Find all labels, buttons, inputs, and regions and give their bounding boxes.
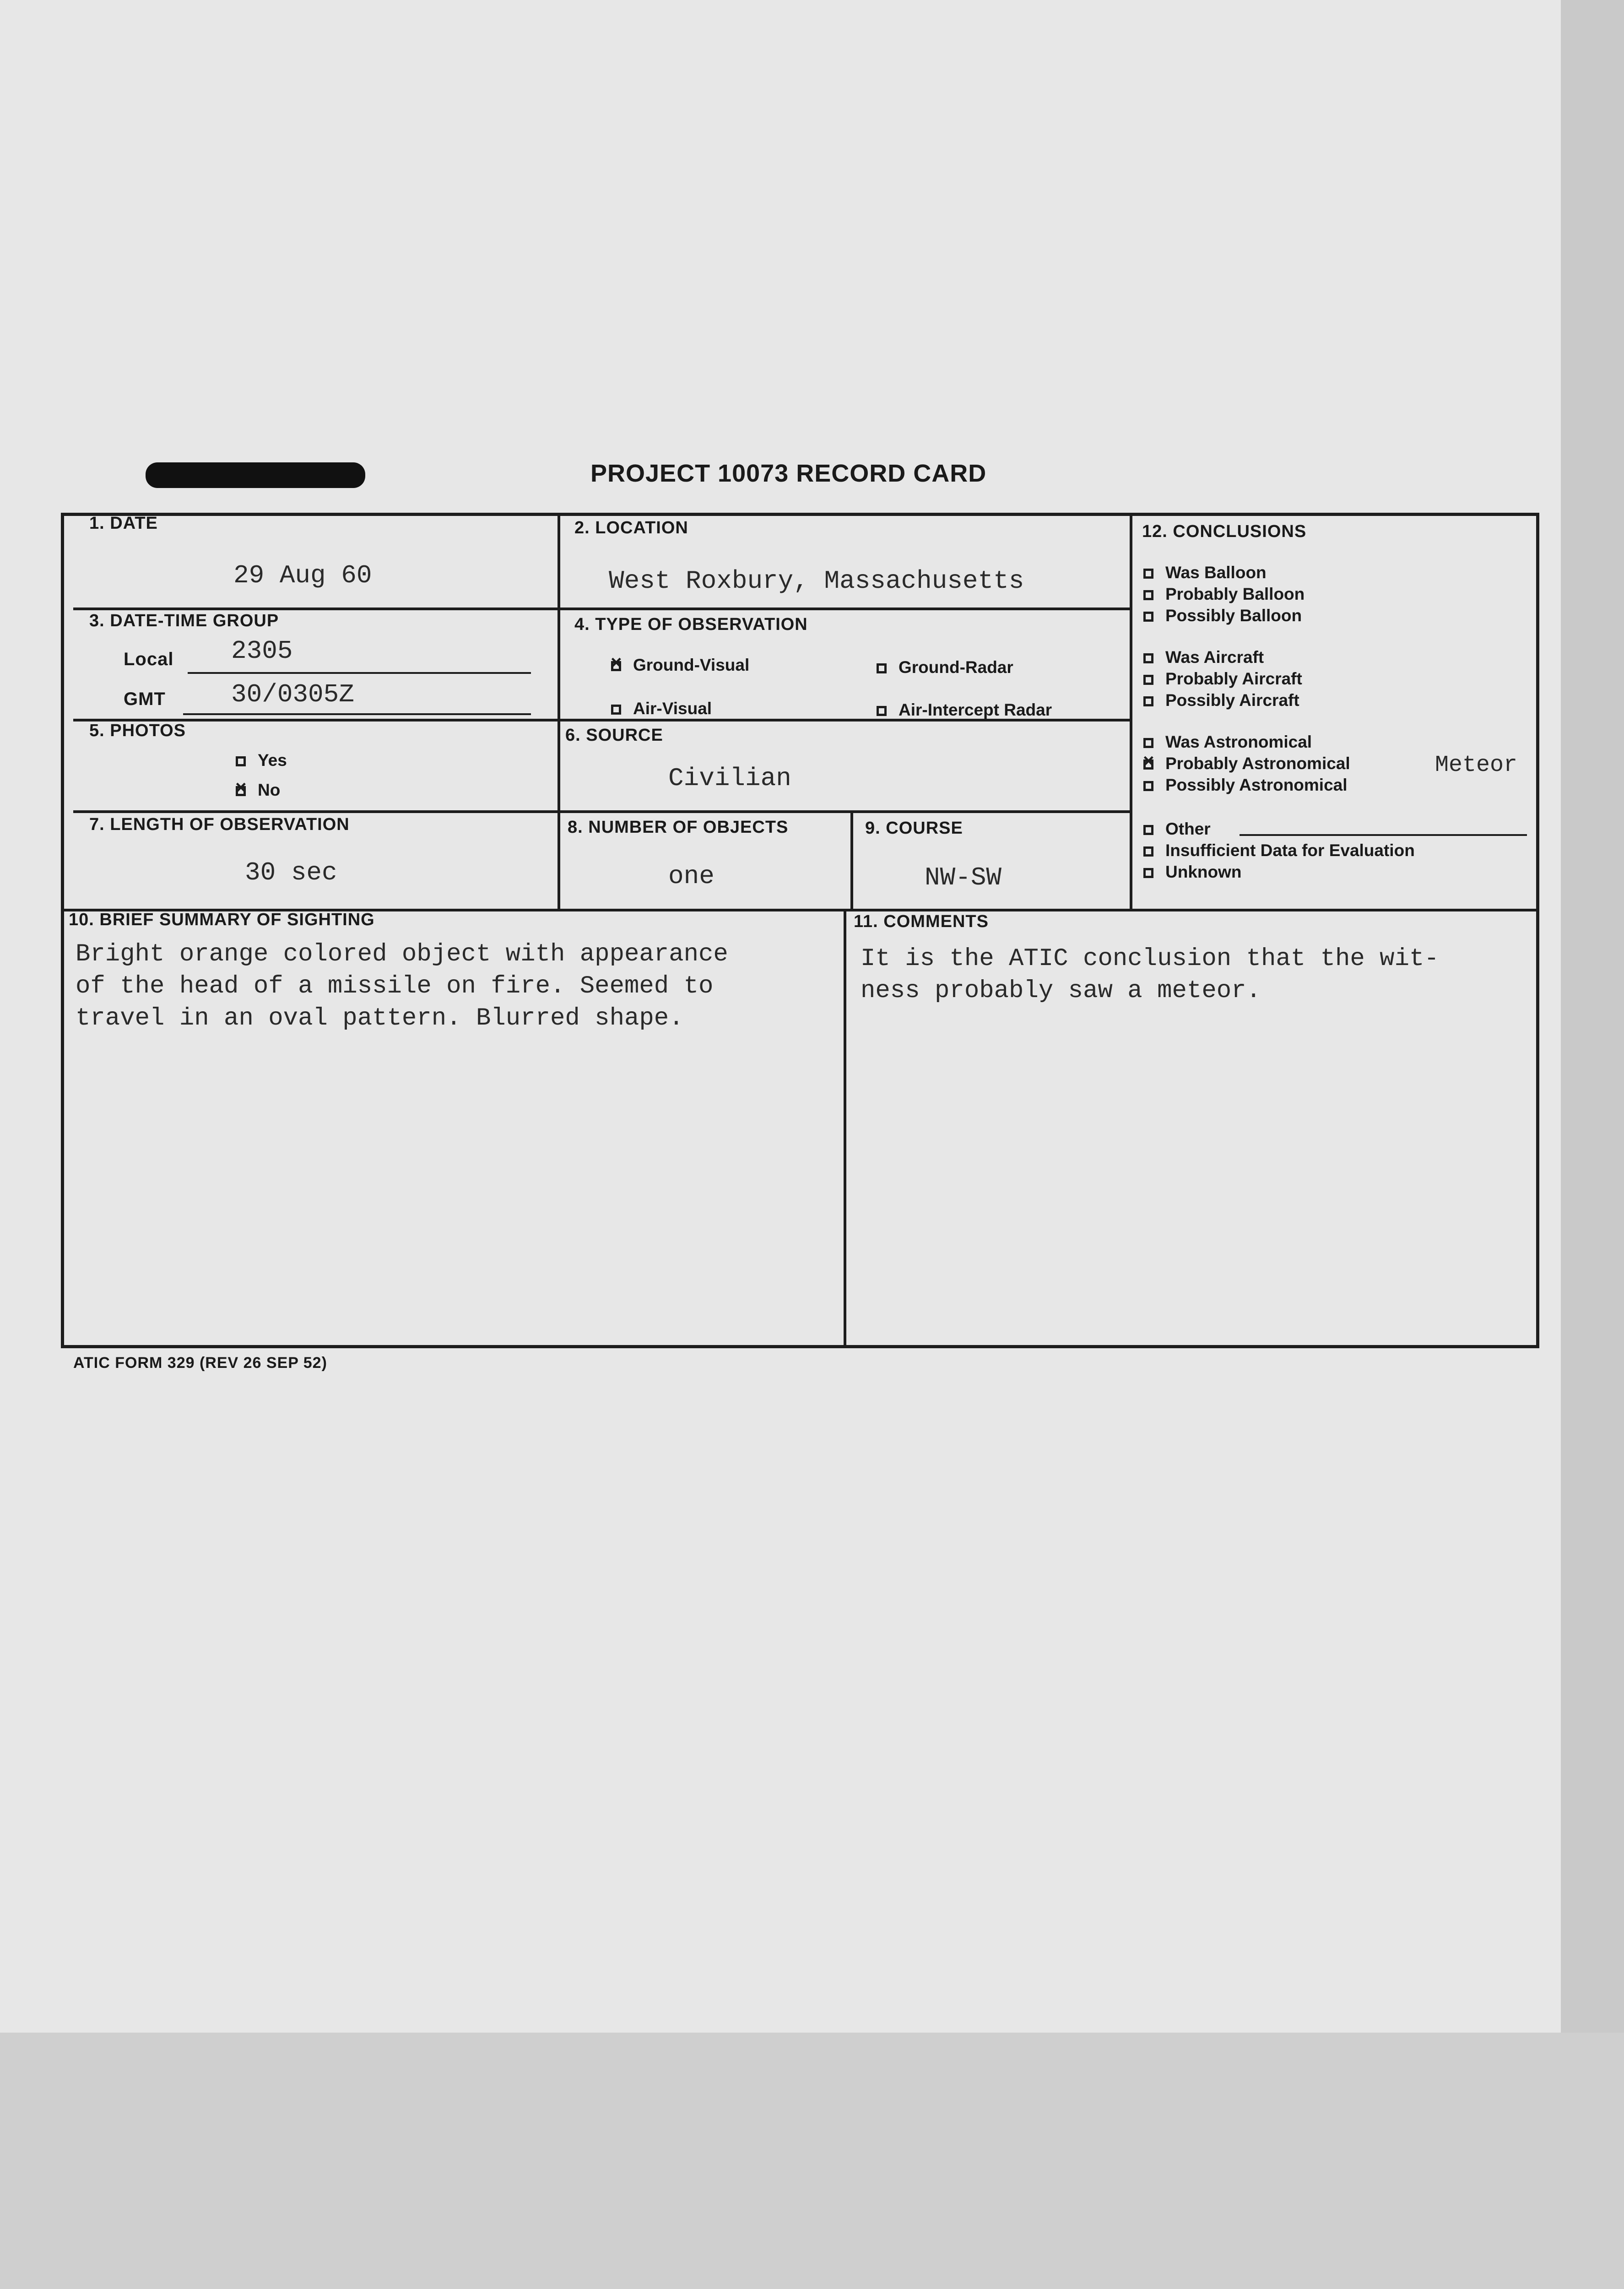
other-checkbox [1143, 825, 1153, 835]
option-ground-visual: ×Ground-Visual [611, 656, 749, 675]
conclusion-insufficient-data: Insufficient Data for Evaluation [1143, 841, 1415, 860]
form-identifier: ATIC FORM 329 (REV 26 SEP 52) [73, 1354, 327, 1372]
rule-row1 [73, 608, 1131, 610]
conclusion-possibly-balloon: Possibly Balloon [1143, 606, 1302, 625]
possibly-astronomical-checkbox [1143, 781, 1153, 791]
conclusion-other: Other [1143, 819, 1211, 839]
summary-line: travel in an oval pattern. Blurred shape. [76, 1004, 684, 1032]
background-surface [0, 2033, 1624, 2289]
probably-aircraft-checkbox [1143, 675, 1153, 685]
option-photos-yes: Yes [236, 751, 287, 770]
summary-line: of the head of a missile on fire. Seemed to [76, 972, 714, 1000]
option-photos-no: ×No [236, 781, 280, 800]
option-air-intercept-radar: Air-Intercept Radar [877, 700, 1052, 720]
observation-type-label: 4. TYPE OF OBSERVATION [574, 615, 808, 634]
other-underline [1240, 834, 1527, 836]
source-label: 6. SOURCE [565, 726, 663, 745]
location-value: West Roxbury, Massachusetts [609, 566, 1024, 596]
conclusion-possibly-aircraft: Possibly Aircraft [1143, 691, 1299, 710]
option-ground-radar: Ground-Radar [877, 658, 1013, 677]
comments-line: It is the ATIC conclusion that the wit- [861, 945, 1439, 973]
gmt-value: 30/0305Z [231, 680, 354, 709]
probably-astronomical-checkbox [1143, 759, 1153, 770]
ground-visual-checkbox [611, 661, 621, 671]
unknown-checkbox [1143, 868, 1153, 878]
rule-col-b [850, 810, 853, 909]
datetime-label: 3. DATE-TIME GROUP [89, 611, 279, 630]
conclusion-possibly-astronomical: Possibly Astronomical [1143, 776, 1348, 795]
rule-col-conclusions [1130, 515, 1132, 909]
conclusion-annotation: Meteor [1435, 752, 1518, 778]
conclusions-label: 12. CONCLUSIONS [1142, 522, 1307, 541]
course-label: 9. COURSE [865, 819, 963, 838]
length-label: 7. LENGTH OF OBSERVATION [89, 815, 350, 834]
air-intercept-radar-checkbox [877, 706, 887, 716]
conclusion-unknown: Unknown [1143, 862, 1241, 882]
gmt-underline [183, 713, 531, 715]
comments-label: 11. COMMENTS [854, 912, 989, 931]
option-air-visual: Air-Visual [611, 699, 712, 718]
rule-row3 [73, 810, 1131, 813]
course-value: NW-SW [925, 863, 1002, 892]
conclusion-probably-balloon: Probably Balloon [1143, 585, 1305, 604]
rule-col-a [558, 515, 560, 909]
conclusion-probably-astronomical: ×Probably Astronomical [1143, 754, 1350, 773]
possibly-aircraft-checkbox [1143, 696, 1153, 706]
insufficient-data-checkbox [1143, 846, 1153, 857]
photos-no-checkbox [236, 786, 246, 796]
conclusion-was-aircraft: Was Aircraft [1143, 648, 1264, 667]
local-value: 2305 [231, 636, 293, 666]
air-visual-checkbox [611, 705, 621, 715]
num-objects-value: one [668, 862, 715, 891]
location-label: 2. LOCATION [574, 518, 688, 537]
conclusion-was-balloon: Was Balloon [1143, 563, 1267, 582]
date-label: 1. DATE [89, 514, 158, 533]
source-value: Civilian [668, 764, 791, 793]
summary-label: 10. BRIEF SUMMARY OF SIGHTING [69, 910, 375, 929]
redaction-mark [146, 462, 365, 488]
conclusion-probably-aircraft: Probably Aircraft [1143, 669, 1302, 689]
date-value: 29 Aug 60 [233, 561, 372, 590]
gmt-label: GMT [124, 689, 166, 709]
comments-text [861, 943, 1439, 1007]
probably-balloon-checkbox [1143, 590, 1153, 600]
card-title: PROJECT 10073 RECORD CARD [590, 460, 987, 487]
conclusion-was-astronomical: Was Astronomical [1143, 732, 1312, 752]
possibly-balloon-checkbox [1143, 612, 1153, 622]
length-value: 30 sec [245, 858, 337, 887]
local-label: Local [124, 649, 174, 669]
was-balloon-checkbox [1143, 569, 1153, 579]
was-aircraft-checkbox [1143, 653, 1153, 663]
rule-col-bottom [844, 909, 846, 1346]
summary-text [76, 938, 728, 1035]
num-objects-label: 8. NUMBER OF OBJECTS [568, 818, 789, 837]
was-astronomical-checkbox [1143, 738, 1153, 748]
photos-yes-checkbox [236, 756, 246, 766]
photos-label: 5. PHOTOS [89, 721, 186, 740]
local-underline [188, 672, 531, 674]
ground-radar-checkbox [877, 663, 887, 673]
summary-line: Bright orange colored object with appearance [76, 940, 728, 968]
comments-line: ness probably saw a meteor. [861, 977, 1261, 1005]
